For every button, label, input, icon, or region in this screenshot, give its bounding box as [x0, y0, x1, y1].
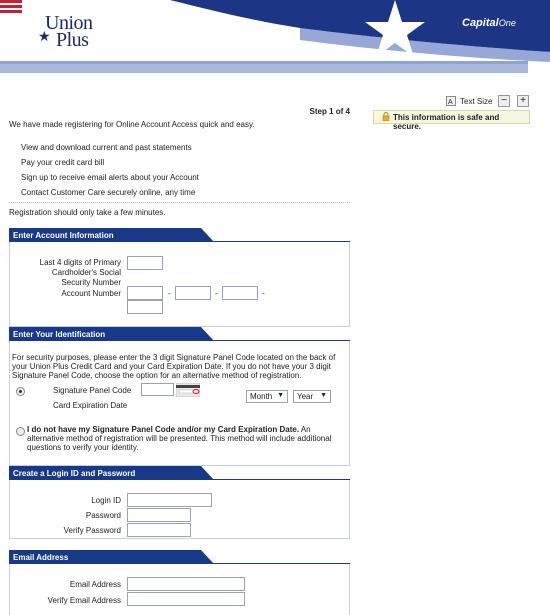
intro-text: We have made registering for Online Account Access quick and easy. [9, 120, 255, 129]
login-id-label: Login ID [91, 496, 121, 505]
verify-email-label: Verify Email Address [47, 596, 121, 605]
account-number-part4-input[interactable] [127, 300, 163, 314]
signature-code-input[interactable] [141, 383, 174, 396]
text-size-icon [446, 96, 456, 106]
dash-separator: - [168, 289, 171, 298]
card-back-icon [176, 383, 200, 397]
divider [9, 202, 350, 203]
capital-one-logo: CapitalOne [462, 17, 516, 29]
text-size-label: Text Size [460, 97, 493, 106]
step-indicator: Step 1 of 4 [309, 107, 350, 116]
registration-note: Registration should only take a few minutes. [9, 208, 166, 217]
alternative-method-text: I do not have my Signature Panel Code and/or my Card Expiration Date. An alternative method of registration will be presented. This method will include additional questions to verify your identity. [27, 425, 332, 452]
signature-code-label: Signature Panel Code [53, 386, 132, 395]
account-number-label: Account Number [61, 289, 121, 298]
email-section-header: Email Address [9, 550, 214, 564]
account-section-header: Enter Account Information [9, 228, 214, 242]
text-size-increase-button[interactable]: + [517, 95, 529, 107]
site-header [0, 0, 550, 78]
email-label: Email Address [69, 580, 121, 589]
dash-separator: - [262, 289, 265, 298]
password-label: Password [85, 511, 121, 520]
login-id-input[interactable] [127, 493, 212, 507]
list-item: Contact Customer Care securely online, any time [21, 188, 196, 197]
chevron-down-icon: ▼ [320, 392, 327, 399]
list-item: View and download current and past statements [21, 143, 192, 152]
lock-icon [382, 112, 390, 121]
ssn-label: Last 4 digits of Primary Cardholder's Social Security Number [39, 258, 121, 287]
svg-text:A: A [448, 99, 453, 106]
login-section-header: Create a Login ID and Password [9, 466, 214, 480]
identification-section-header: Enter Your Identification [9, 327, 214, 341]
list-item: Pay your credit card bill [21, 158, 105, 167]
ssn-input[interactable] [127, 256, 163, 270]
list-item: Sign up to receive email alerts about your Account [21, 173, 199, 182]
union-plus-flag-icon [0, 0, 22, 14]
identification-description: For security purposes, please enter the 3 digit Signature Panel Code located on the back of your Union Plus Credit Card and your Card Expiration Date. If you do not have your 3 digit Signature Panel Code, choose the option for an alternative method of registration. [12, 353, 336, 380]
brand-union-text: Union [45, 12, 93, 34]
brand-star-icon: ★ [38, 28, 51, 44]
benefits-list [21, 140, 199, 200]
verify-password-input[interactable] [127, 523, 191, 537]
brand-plus-text: Plus [56, 29, 89, 51]
signature-code-radio[interactable] [16, 387, 25, 396]
security-notice: This information is safe and secure. [373, 110, 530, 124]
expiration-label: Card Expiration Date [53, 401, 128, 410]
dash-separator: - [215, 289, 218, 298]
account-number-part3-input[interactable] [222, 286, 258, 300]
account-number-part2-input[interactable] [175, 286, 211, 300]
text-size-decrease-button[interactable]: − [498, 95, 510, 107]
verify-password-label: Verify Password [63, 526, 121, 535]
account-number-part1-input[interactable] [127, 286, 163, 300]
chevron-down-icon: ▼ [277, 392, 284, 399]
year-select[interactable]: Year ▼ [293, 390, 331, 403]
no-signature-code-radio[interactable] [16, 427, 25, 436]
verify-email-input[interactable] [127, 592, 245, 606]
password-input[interactable] [127, 508, 191, 522]
month-select[interactable]: Month ▼ [246, 390, 288, 403]
email-input[interactable] [127, 577, 245, 591]
